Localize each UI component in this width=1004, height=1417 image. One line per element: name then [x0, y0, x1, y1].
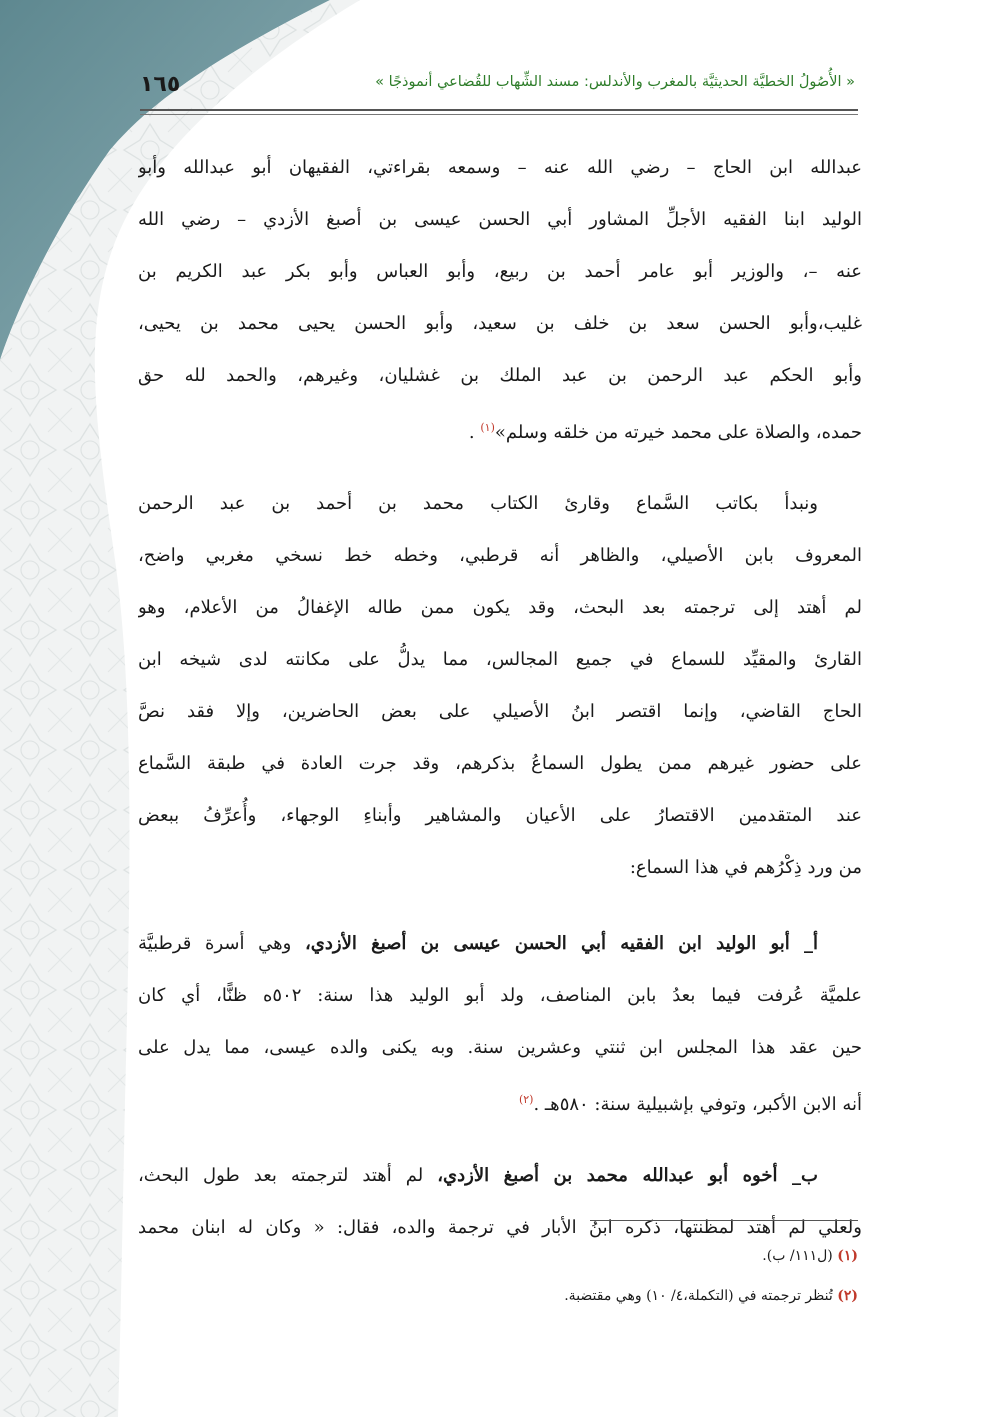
text-line: [138, 402, 862, 454]
text-line: ولعلي لم أهتد لمظنتها، ذكره ابنُ الأبار في ترجمة والده، فقال: « وكان له ابنان محمد: [138, 1217, 862, 1238]
text-line: عند المتقدمين الاقتصارُ على الأعيان والمشاهير وأبناءِ الوجهاء، وأُعرِّفُ ببعض: [138, 805, 862, 826]
text-line: غليب،وأبو الحسن سعد بن خلف بن سعيد، وأبو الحسن يحيى محمد بن يحيى،: [138, 313, 862, 334]
entry-heading: أ_ أبو الوليد ابن الفقيه أبي الحسن عيسى بن أصبغ الأزدي،: [305, 933, 818, 954]
text-line: من ورد ذِكْرُهم في هذا السماع:: [629, 857, 862, 878]
footnote-ref-2[interactable]: (٢): [518, 1093, 534, 1106]
footnote-ref-1[interactable]: (١): [480, 421, 495, 434]
text-line: على حضور غيرهم ممن يطول السماعُ بذكرهم، وقد جرت العادة في طبقة السَّماع: [138, 753, 862, 774]
text-line: حين عقد هذا المجلس ابن ثنتي وعشرين سنة. وبه يكنى والده عيسى، مما يدل على: [138, 1037, 862, 1058]
text-line: علميَّة عُرفت فيما بعدُ بابن المناصف، ولد أبو الوليد هذا سنة: ٥٠٢ه ظنًّا، أي كان: [138, 985, 862, 1006]
text-line: [138, 918, 862, 970]
body-text: [138, 142, 862, 1254]
text-line: المعروف بابن الأصيلي، والظاهر أنه قرطبي، وخطه خط نسخي مغربي واضح،: [138, 545, 862, 566]
footnote-2: [400, 1276, 858, 1316]
paragraph-2: [138, 478, 862, 894]
footnote-1: [400, 1236, 858, 1276]
text-span: لم أهتد لترجمته بعد طول البحث،: [138, 1165, 438, 1186]
footnote-number: (١): [837, 1248, 858, 1264]
text-span: أنه الابن الأكبر، وتوفي بإشبيلية سنة: ٥٨٠هـ .: [533, 1094, 862, 1115]
text-span: وهي أسرة قرطبيَّة: [138, 933, 305, 954]
text-span: .: [468, 422, 481, 443]
paragraph-gap: [138, 454, 862, 478]
footnote-rule: [590, 1220, 858, 1221]
text-line: القارئ والمقيِّد للسماع في جميع المجالس، مما يدلُّ على مكانته لدى شيخه ابن: [138, 649, 862, 670]
text-span: حمده، والصلاة على محمد خيرته من خلقه وسلم»: [494, 422, 862, 443]
footnote-text: (ل١١١/ ب).: [762, 1248, 838, 1264]
header-rule: [140, 109, 858, 111]
text-line: ونبدأ بكاتب السَّماع وقارئ الكتاب محمد بن أحمد بن عبد الرحمن: [138, 493, 818, 514]
footnote-text: تُنظر ترجمته في (التكملة،٤/ ١٠) وهي مقتضبة.: [564, 1288, 838, 1304]
text-line: وأبو الحكم عبد الرحمن بن عبد الملك بن غشليان، وغيرهم، والحمد لله حق: [138, 365, 862, 386]
footnotes: [400, 1236, 858, 1316]
footnote-number: (٢): [837, 1288, 858, 1304]
text-line: عبدالله ابن الحاج – رضي الله عنه – وسمعه بقراءتي، الفقيهان أبو عبدالله وأبو: [138, 157, 862, 178]
text-line: [138, 1074, 862, 1126]
text-line: [138, 1150, 862, 1202]
paragraph-3: [138, 918, 862, 1126]
text-line: عنه –، والوزير أبو عامر أحمد بن ربيع، وأبو العباس وأبو بكر عبد الكريم بن: [138, 261, 862, 282]
running-title: « الأُصُولُ الخطيَّة الحديثيَّة بالمغرب والأندلس: مسند الشِّهاب للقُضاعي أنموذجًا »: [375, 74, 855, 90]
header-rule-thin: [140, 114, 858, 115]
text-line: لم أهتد إلى ترجمته بعد البحث، وقد يكون ممن طاله الإغفالُ من الأعلام، وهو: [138, 597, 862, 618]
paragraph-gap: [138, 1126, 862, 1150]
paragraph-gap: [138, 894, 862, 918]
text-line: الوليد ابنا الفقيه الأجلِّ المشاور أبي الحسن عيسى بن أصبغ الأزدي – رضي الله: [138, 209, 862, 230]
entry-heading: ب_ أخوه أبو عبدالله محمد بن أصبغ الأزدي،: [437, 1165, 818, 1186]
paragraph-1: [138, 142, 862, 454]
text-line: الحاج القاضي، وإنما اقتصر ابنُ الأصيلي على بعض الحاضرين، وإلا فقد نصَّ: [138, 701, 862, 722]
page-header: [140, 66, 855, 106]
page-number: ١٦٥: [140, 72, 181, 97]
